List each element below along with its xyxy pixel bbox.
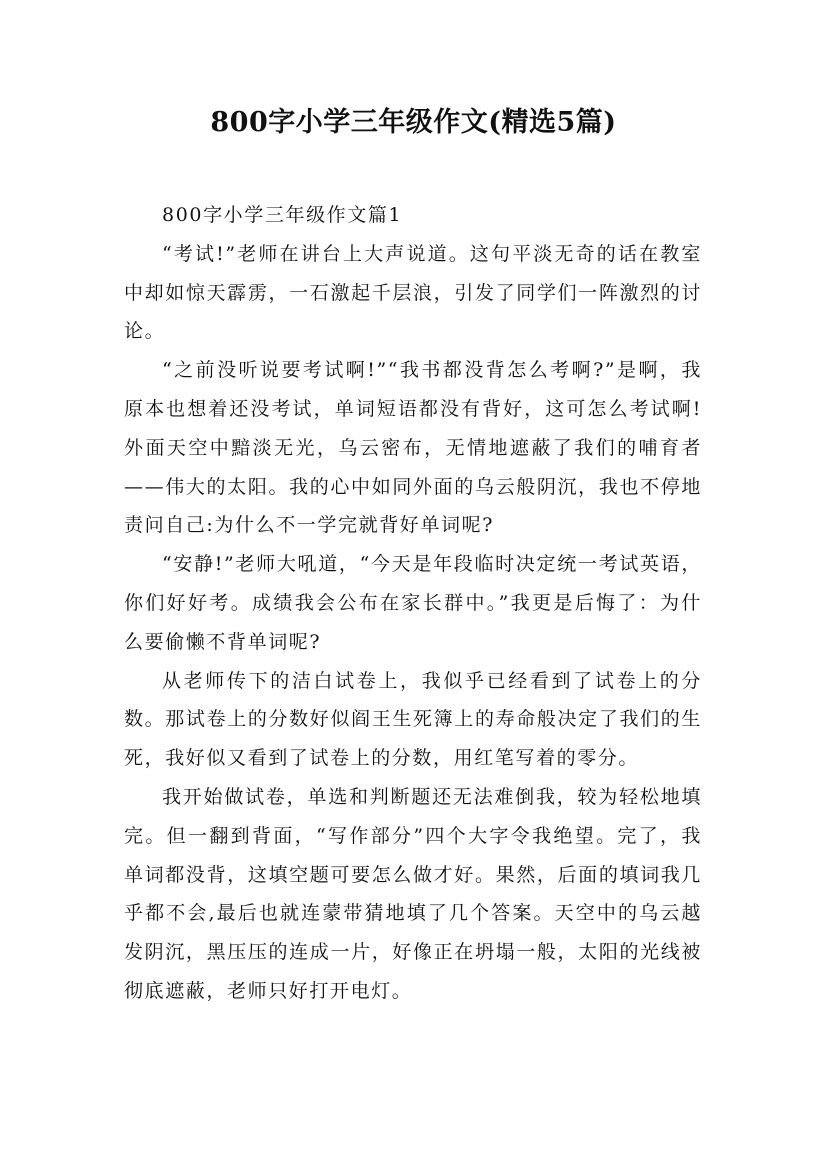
paragraph-1: “考试!”老师在讲台上大声说道。这句平淡无奇的话在教室中却如惊天霹雳，一石激起千层浪，引发了同学们一阵激烈的讨论。 [124,242,702,343]
document-body [124,196,702,1011]
paragraph-2: “之前没听说要考试啊!”“我书都没背怎么考啊?”是啊，我原本也想着还没考试，单词短语都没有背好，这可怎么考试啊!外面天空中黯淡无光，乌云密布，无情地遮蔽了我们的哺育者——伟大的太阳。我的心中如同外面的乌云般阴沉，我也不停地责问自己:为什么不一学完就背好单词呢? [124,359,702,537]
paragraph-5: 我开始做试卷，单选和判断题还无法难倒我，较为轻松地填完。但一翻到背面，“写作部分”四个大字令我绝望。完了，我单词都没背，这填空题可要怎么做才好。果然，后面的填词我几乎都不会,最后也就连蒙带猜地填了几个答案。天空中的乌云越发阴沉，黑压压的连成一片，好像正在坍塌一般，太阳的光线被彻底遮蔽，老师只好打开电灯。 [124,785,702,1002]
document-title: 800字小学三年级作文(精选5篇) [210,107,617,138]
section-heading: 800字小学三年级作文篇1 [162,204,403,226]
paragraph-3: “安静!”老师大吼道，“今天是年段临时决定统一考试英语，你们好好考。成绩我会公布在家长群中。”我更是后悔了：为什么要偷懒不背单词呢? [124,553,702,653]
paragraph-4: 从老师传下的洁白试卷上，我似乎已经看到了试卷上的分数。那试卷上的分数好似阎王生死簿上的寿命般决定了我们的生死，我好似又看到了试卷上的分数，用红笔写着的零分。 [124,669,702,770]
